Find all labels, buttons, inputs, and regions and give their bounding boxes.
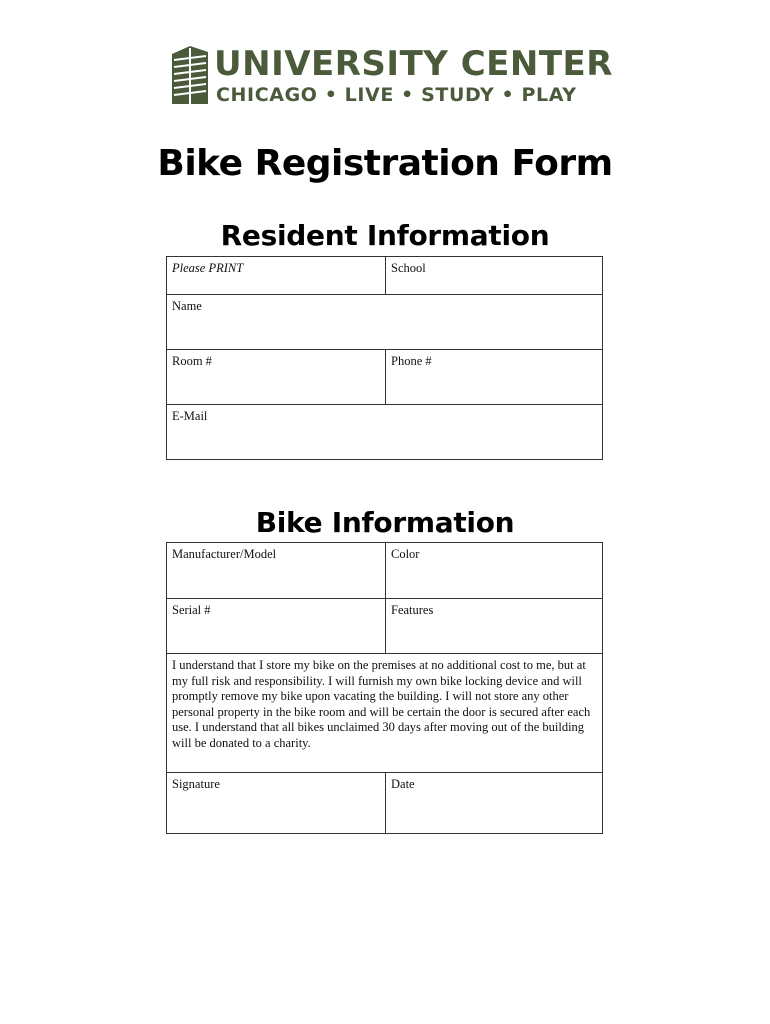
signature-field[interactable] [167,773,386,834]
manufacturer-model-field[interactable] [167,543,386,599]
signature-label: Signature [172,777,220,791]
bike-section-title: Bike Information [255,506,515,539]
name-field[interactable] [167,295,603,350]
room-field[interactable] [167,350,386,405]
phone-field[interactable] [386,350,603,405]
phone-label: Phone # [391,354,432,368]
form-title: Bike Registration Form [157,143,613,184]
name-label: Name [172,299,202,313]
serial-field[interactable] [167,599,386,654]
please-print-cell [167,257,386,295]
agreement-text: I understand that I store my bike on the premises at no additional cost to me, but at my full risk and responsibility. I will furnish my own bike locking device and will promptly remove my bike upon vacating the building. I will not store any other personal property in the bike room and will be certain the door is secured after each use. I understand that all bikes unclaimed 30 days after moving out of the building will be donated to a charity. [172,658,591,750]
please-print-label: Please PRINT [172,261,244,275]
features-label: Features [391,603,434,617]
serial-label: Serial # [172,603,211,617]
agreement-cell [167,654,603,773]
email-label: E-Mail [172,409,208,423]
bike-info-table [166,542,603,834]
features-field[interactable] [386,599,603,654]
school-label: School [391,261,426,275]
date-field[interactable] [386,773,603,834]
room-label: Room # [172,354,212,368]
logo-tagline: CHICAGO • LIVE • STUDY • PLAY [216,84,577,106]
manufacturer-model-label: Manufacturer/Model [172,547,277,561]
color-label: Color [391,547,420,561]
university-center-logo [170,44,613,108]
email-field[interactable] [167,405,603,460]
logo-title: UNIVERSITY CENTER [214,44,613,84]
building-logo-icon [170,44,210,106]
color-field[interactable] [386,543,603,599]
school-field[interactable] [386,257,603,295]
date-label: Date [391,777,415,791]
resident-section-title: Resident Information [220,219,550,252]
resident-info-table [166,256,603,460]
